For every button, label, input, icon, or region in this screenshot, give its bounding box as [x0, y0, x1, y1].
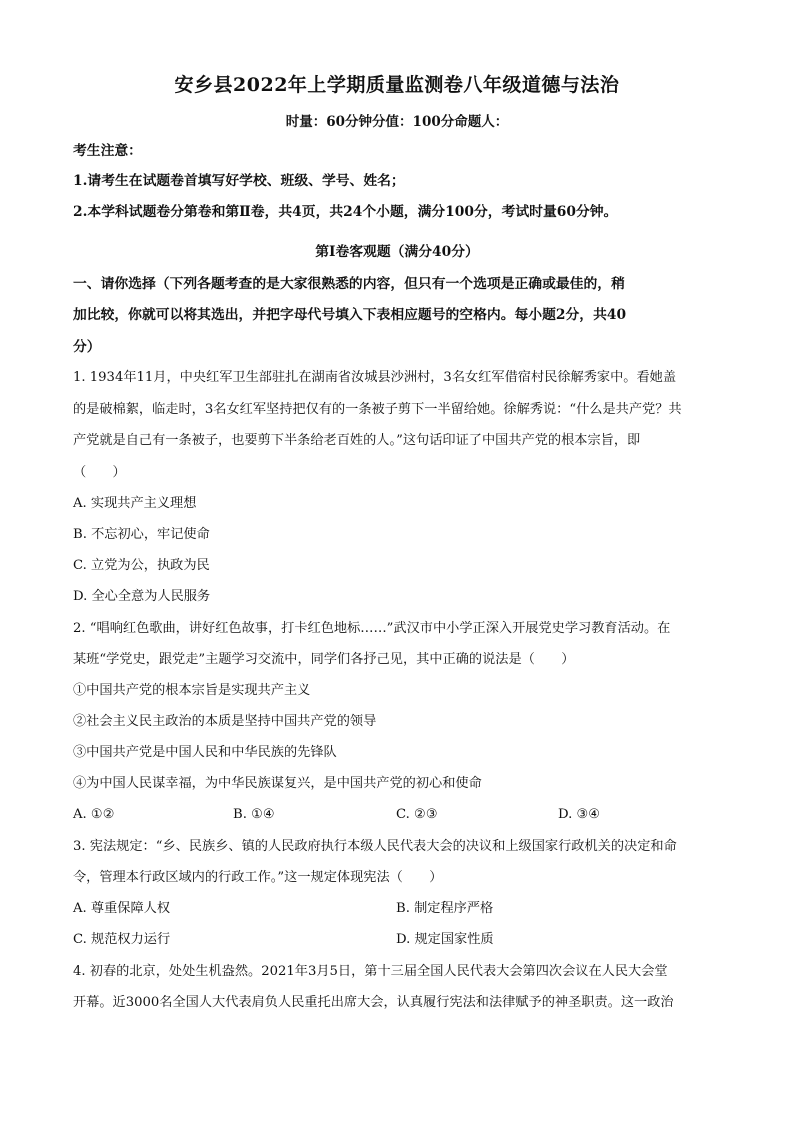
q2-option-b: B. ①④ [233, 807, 275, 822]
q1-option-a: A. 实现共产主义理想 [73, 496, 197, 511]
q2-statement-3: ③中国共产党是中国人民和中华民族的先锋队 [73, 745, 337, 760]
q3-option-c: C. 规范权力运行 [73, 932, 171, 947]
q2-statement-4: ④为中国人民谋幸福，为中华民族谋复兴，是中国共产党的初心和使命 [73, 776, 482, 791]
q1-stem-line-4: （ ） [73, 465, 126, 480]
q1-stem-line-3: 产党就是自己有一条被子，也要剪下半条给老百姓的人。”这句话印证了中国共产党的根本宗旨，即 [73, 433, 641, 448]
q2-option-d: D. ③④ [558, 807, 601, 822]
q3-stem-line-2: 令，管理本行政区域内的行政工作。”这一规定体现宪法（ ） [73, 870, 443, 885]
section-instructions-1: 一、请你选择（下列各题考查的是大家很熟悉的内容，但只有一个选项是正确或最佳的，稍 [73, 276, 625, 292]
notice-heading: 考生注意： [73, 143, 142, 159]
q2-option-c: C. ②③ [396, 807, 438, 822]
q1-stem-line-1: 1. 1934年11月，中央红军卫生部驻扎在湖南省汝城县沙洲村，3名女红军借宿村民徐解秀家中。看她盖 [73, 370, 677, 385]
q3-option-d: D. 规定国家性质 [396, 932, 494, 947]
q2-statement-1: ①中国共产党的根本宗旨是实现共产主义 [73, 683, 311, 698]
q1-option-c: C. 立党为公，执政为民 [73, 558, 210, 573]
exam-subtitle: 时量：60分钟分值：100分命题人： [285, 114, 509, 130]
section-instructions-3: 分） [73, 339, 101, 355]
q1-option-b: B. 不忘初心，牢记使命 [73, 527, 210, 542]
q3-option-a: A. 尊重保障人权 [73, 901, 171, 916]
notice-item-2: 2.本学科试题卷分第卷和第Ⅱ卷，共4页，共24个小题，满分100分，考试时量60分钟。 [73, 204, 618, 220]
q2-option-a: A. ①② [73, 807, 115, 822]
q3-option-b: B. 制定程序严格 [396, 901, 494, 916]
exam-title: 安乡县2022年上学期质量监测卷八年级道德与法治 [174, 74, 620, 96]
q2-stem-line-1: 2. “唱响红色歌曲，讲好红色故事，打卡红色地标……”武汉市中小学正深入开展党史学习教育活动。在 [73, 621, 671, 636]
q1-stem-line-2: 的是破棉絮，临走时，3名女红军坚持把仅有的一条被子剪下一半留给她。徐解秀说：“什么是共产党？共 [73, 402, 682, 417]
section-instructions-2: 加比较，你就可以将其选出，并把字母代号填入下表相应题号的空格内。每小题2分，共40 [73, 307, 627, 323]
q4-stem-line-1: 4. 初春的北京，处处生机盎然。2021年3月5日，第十三届全国人民代表大会第四次会议在人民大会堂 [73, 964, 668, 979]
q1-option-d: D. 全心全意为人民服务 [73, 589, 211, 604]
notice-item-1: 1.请考生在试题卷首填写好学校、班级、学号、姓名； [73, 173, 405, 189]
q3-stem-line-1: 3. 宪法规定：“乡、民族乡、镇的人民政府执行本级人民代表大会的决议和上级国家行政机关的决定和命 [73, 839, 677, 854]
section-title: 第Ⅰ卷客观题（满分40分） [315, 244, 479, 260]
q4-stem-line-2: 开幕。近3000名全国人大代表肩负人民重托出席大会，认真履行宪法和法律赋予的神圣职责。这一政治 [73, 995, 674, 1010]
q2-stem-line-2: 某班“学党史，跟党走”主题学习交流中，同学们各抒己见，其中正确的说法是（ ） [73, 652, 575, 667]
q2-statement-2: ②社会主义民主政治的本质是坚持中国共产党的领导 [73, 714, 377, 729]
